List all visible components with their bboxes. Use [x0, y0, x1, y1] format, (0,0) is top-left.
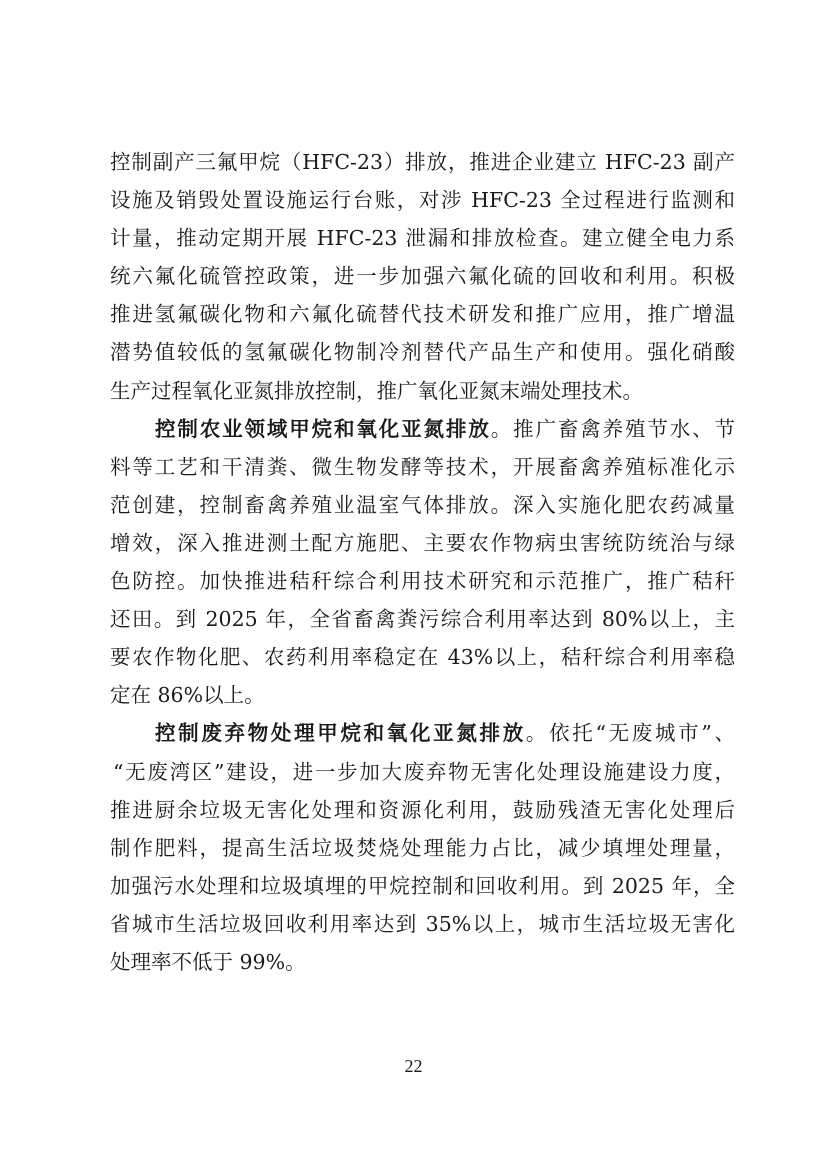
text-line: 增效，深入推进测土配方施肥、主要农作物病虫害统防统治与绿: [110, 530, 735, 555]
text-line: 推进厨余垃圾无害化处理和资源化利用，鼓励残渣无害化处理后: [110, 797, 735, 822]
text-line: 加强污水处理和垃圾填埋的甲烷控制和回收利用。到 2025 年，全: [110, 873, 735, 898]
text-line: “无废湾区”建设，进一步加大废弃物无害化处理设施建设力度，: [113, 759, 735, 784]
paragraph-heading: 控制农业领域甲烷和氧化亚氮排放: [155, 416, 491, 441]
text-line: 推进氢氟碳化物和六氟化硫替代技术研发和推广应用，推广增温: [110, 302, 735, 327]
text-line: 范创建，控制畜禽养殖业温室气体排放。深入实施化肥农药减量: [110, 492, 735, 517]
paragraph-first-line: [110, 714, 735, 752]
text-line: 计量，推动定期开展 HFC-23 泄漏和排放检查。建立健全电力系: [110, 226, 735, 251]
paragraph-heading: 控制废弃物处理甲烷和氧化亚氮排放: [155, 721, 526, 746]
paragraph-text: 。推广畜禽养殖节水、节: [490, 416, 735, 441]
text-line: 控制副产三氟甲烷（HFC-23）排放，推进企业建立 HFC-23 副产: [110, 150, 735, 174]
text-line: 处理率不低于 99%。: [110, 949, 306, 974]
page-number: 22: [404, 1056, 423, 1076]
text-line: 统六氟化硫管控政策，进一步加强六氟化硫的回收和利用。积极: [110, 264, 735, 289]
text-line: 还田。到 2025 年，全省畜禽粪污综合利用率达到 80%以上，主: [110, 607, 735, 632]
body-text: [110, 143, 735, 981]
paragraph-text: 。依托“无废城市”、: [525, 721, 735, 746]
text-line: 定在 86%以上。: [110, 683, 265, 708]
text-line: 省城市生活垃圾回收利用率达到 35%以上，城市生活垃圾无害化: [110, 911, 735, 936]
text-line: 要农作物化肥、农药利用率稳定在 43%以上，秸秆综合利用率稳: [110, 645, 735, 670]
text-line: 生产过程氧化亚氮排放控制，推广氧化亚氮末端处理技术。: [110, 378, 643, 403]
text-line: 料等工艺和干清粪、微生物发酵等技术，开展畜禽养殖标准化示: [110, 454, 735, 479]
text-line: 制作肥料，提高生活垃圾焚烧处理能力占比，减少填埋处理量，: [110, 835, 735, 860]
text-line: 潜势值较低的氢氟碳化物制冷剂替代产品生产和使用。强化硝酸: [110, 340, 735, 365]
paragraph-first-line: [110, 410, 735, 448]
text-line: 设施及销毁处置设施运行台账，对涉 HFC-23 全过程进行监测和: [110, 188, 735, 213]
text-line: 色防控。加快推进秸秆综合利用技术研究和示范推广，推广秸秆: [110, 569, 735, 594]
